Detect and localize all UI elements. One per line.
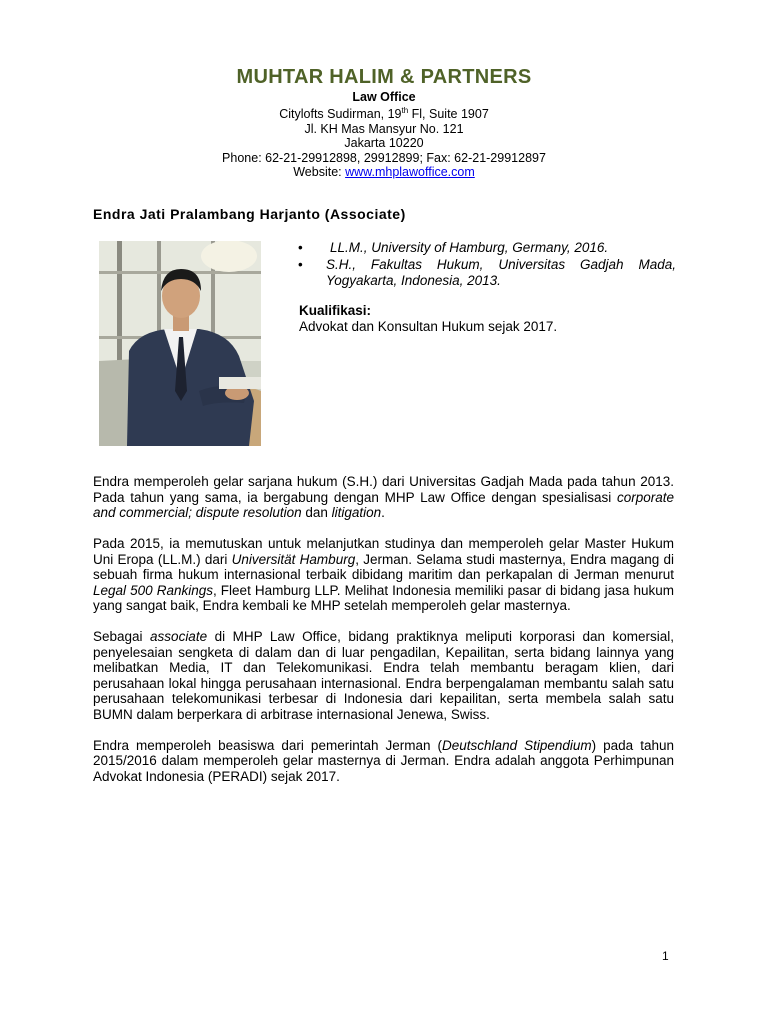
bio-text: .	[381, 505, 385, 520]
address-line-1-sup: th	[401, 106, 409, 116]
education-item	[298, 240, 676, 256]
letterhead	[0, 64, 768, 180]
address-line-1-a: Citylofts Sudirman, 19	[279, 107, 402, 122]
website-link[interactable]: www.mhplawoffice.com	[345, 165, 475, 180]
website-label: Website:	[293, 165, 346, 180]
education-list	[298, 240, 676, 290]
bio-text: di MHP Law Office, bidang praktiknya meliputi korporasi dan komersial, penyelesaian sengketa di dalam dan di luar pengadilan, Kepailitan, serta bidang lainnya yang melibatkan Media, IT dan Telekomunikasi. Endra telah membantu beragam klien, dari perusahaan lokal hingga perusahaan internasional. Endra berpengalaman membantu salah satu perusahaan telekomunikasi terbesar di Indonesia dari kepailitan, serta membela salah satu BUMN dalam berperkara di arbitrase internasional Jenewa, Swiss.	[93, 629, 675, 722]
bio-italic: Universität Hamburg	[231, 551, 356, 567]
profile-photo	[99, 241, 261, 446]
bio-text: , Fleet Hamburg LLP. Melihat Indonesia memiliki pasar di bidang jasa hukum yang sangat baik, Endra kembali ke MHP setelah memperoleh gelar masternya.	[93, 582, 674, 613]
bio-text: , Jerman. Selama studi masternya, Endra magang di sebuah firma hukum internasional terbaik dibidang maritim dan perkapalan di Jerman menurut	[93, 551, 674, 582]
bio-italic: Legal 500 Rankings	[93, 582, 213, 598]
bullet-icon: •	[298, 257, 303, 272]
address-line-3: Jakarta 10220	[344, 136, 424, 151]
bio-italic: Deutschland Stipendium	[442, 737, 592, 753]
bio-text: dan	[301, 505, 332, 520]
education-text: LL.M., University of Hamburg, Germany, 2016.	[330, 240, 609, 255]
bio-paragraph-2	[93, 536, 674, 614]
website-line	[0, 165, 768, 179]
address-line-1	[0, 104, 768, 122]
bio-italic: associate	[150, 629, 208, 644]
bio-paragraph-3	[93, 629, 674, 722]
letterhead-subtitle: Law Office	[352, 90, 416, 104]
biography	[93, 474, 674, 800]
qualification-heading: Kualifikasi:	[299, 303, 372, 318]
bio-text: Endra memperoleh beasiswa dari pemerintah Jerman (	[93, 737, 443, 753]
address-line-1-b: Fl, Suite 1907	[408, 107, 489, 122]
phone-line: Phone: 62-21-29912898, 29912899; Fax: 62-21-29912897	[222, 150, 546, 165]
page-number: 1	[662, 949, 669, 963]
education-item	[298, 257, 676, 289]
bio-text: ) pada tahun 2015/2016 dalam memperoleh gelar masternya di Jerman. Endra adalah anggota Perhimpunan Advokat Indonesia (PERADI) sejak 2017.	[93, 737, 674, 784]
bullet-icon: •	[298, 240, 303, 255]
bio-italic: litigation	[331, 505, 382, 520]
bio-text: Pada 2015, ia memutuskan untuk melanjutkan studinya dan memperoleh gelar Master Hukum Uni Eropa (LL.M.) dari	[93, 536, 674, 567]
firm-name: MUHTAR HALIM & PARTNERS	[236, 66, 532, 88]
bio-text: Sebagai	[93, 629, 151, 644]
person-name: Endra Jati Pralambang Harjanto (Associate)	[93, 206, 406, 222]
bio-paragraph-1	[93, 474, 674, 521]
bio-italic: corporate and commercial; dispute resolution	[93, 489, 674, 520]
education-text: S.H., Fakultas Hukum, Universitas Gadjah Mada, Yogyakarta, Indonesia, 2013.	[326, 257, 676, 288]
qualification-text: Advokat dan Konsultan Hukum sejak 2017.	[299, 319, 558, 334]
address-line-2: Jl. KH Mas Mansyur No. 121	[304, 121, 464, 136]
bio-paragraph-4	[93, 738, 674, 785]
bio-text: Endra memperoleh gelar sarjana hukum (S.H.) dari Universitas Gadjah Mada pada tahun 2013. Pada tahun yang sama, ia bergabung dengan MHP Law Office dengan spesialisasi	[93, 474, 674, 505]
